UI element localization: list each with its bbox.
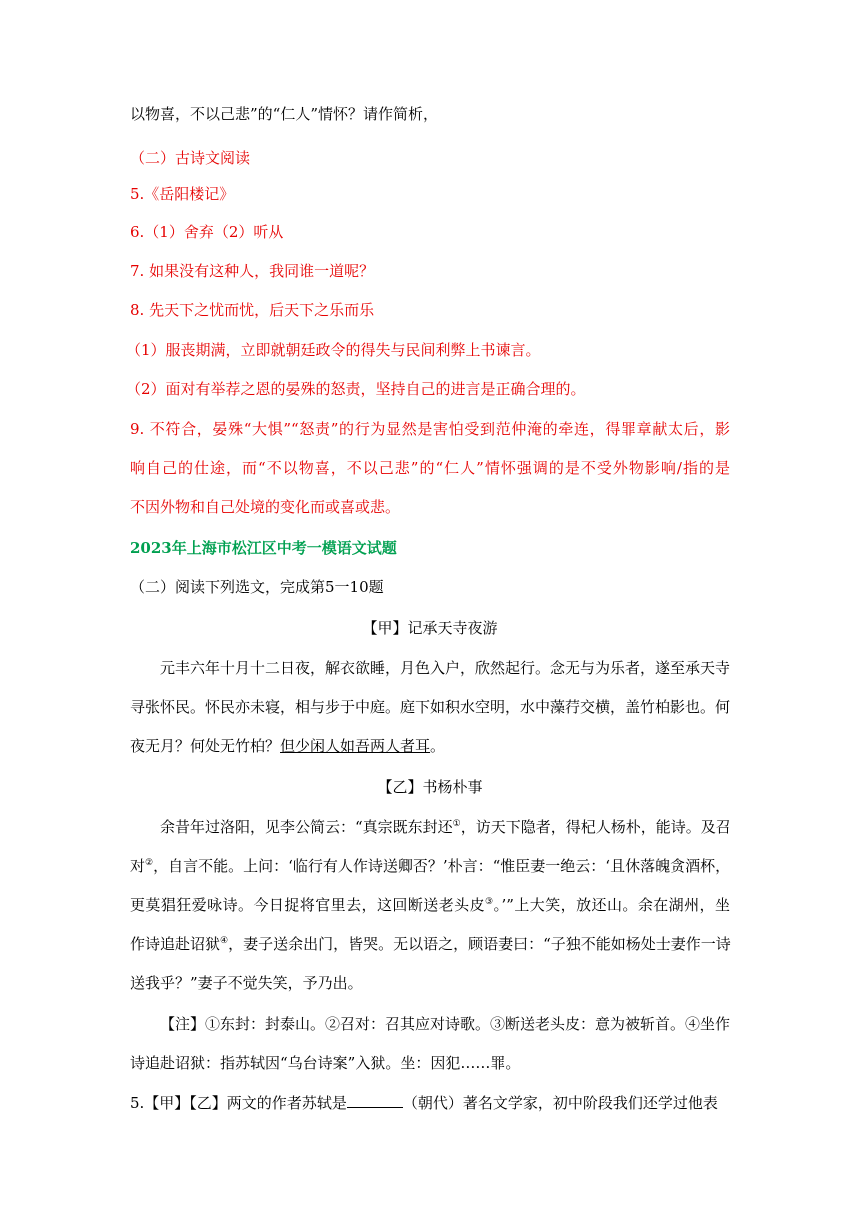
text-a-line2: 寻张怀民。怀民亦未寝，相与步于中庭。庭下如积水空明，水中藻荇交横，盖竹柏影也。何 — [130, 698, 731, 716]
answer-6: 6.（1）舍弃（2）听从 — [130, 223, 284, 241]
footnote-mark-4: ④ — [220, 936, 229, 946]
answer-9-line1: 9. 不符合，晏殊“大惧”“怒责”的行为显然是害怕受到范仲淹的牵连，得罪章献太后，影 — [130, 420, 730, 438]
answer-8-2: （2）面对有举荐之恩的晏殊的怒责，坚持自己的进言是正确合理的。 — [126, 380, 586, 398]
exam-title: 2023年上海市松江区中考一模语文试题 — [130, 539, 397, 557]
reading-instruction: （二）阅读下列选文，完成第5一10题 — [130, 578, 384, 596]
text-b-line1: 余昔年过洛阳，见李公简云：“真宗既东封还①，访天下隐者，得杞人杨朴，能诗。及召 — [160, 818, 731, 836]
text-a-line3: 夜无月？何处无竹柏？但少闲人如吾两人者耳。 — [130, 737, 446, 755]
question-tail: 以物喜，不以己悲”的“仁人”情怀？请作简析， — [130, 105, 439, 123]
answer-5: 5.《岳阳楼记》 — [130, 185, 235, 203]
text-b-line2: 对②，自言不能。上问：‘临行有人作诗送卿否？’朴言：“惟臣妻一绝云：‘且休落魄贪酒杯， — [130, 857, 731, 875]
answer-blank[interactable] — [347, 1093, 403, 1108]
answer-9-line3: 不因外物和自己处境的变化而或喜或悲。 — [130, 498, 401, 516]
answer-section-heading: （二）古诗文阅读 — [130, 149, 251, 167]
answer-8: 8. 先天下之忧而忧，后天下之乐而乐 — [130, 301, 375, 319]
text-b-line4: 作诗追赴诏狱④，妻子送余出门，皆哭。无以语之，顾语妻曰：“子独不能如杨处士妻作一诗 — [130, 935, 731, 953]
text-a-line1: 元丰六年十月十二日夜，解衣欲睡，月色入户，欣然起行。念无与为乐者，遂至承天寺 — [160, 659, 731, 677]
answer-7: 7. 如果没有这种人，我同谁一道呢？ — [130, 262, 375, 280]
question-5: 5.【甲】【乙】两文的作者苏轼是 （朝代）著名文学家，初中阶段我们还学过他表 — [130, 1094, 718, 1112]
text-a-title: 【甲】记承天寺夜游 — [362, 619, 498, 637]
underlined-sentence: 但少闲人如吾两人者耳 — [280, 737, 431, 755]
footnote-mark-2: ② — [145, 858, 154, 868]
notes-line1: 【注】①东封：封泰山。②召对：召其应对诗歌。③断送老头皮：意为被斩首。④坐作 — [160, 1015, 731, 1033]
footnote-mark-3: ③ — [485, 897, 494, 907]
text-b-line5: 送我乎？”妻子不觉失笑，予乃出。 — [130, 974, 363, 992]
answer-9-line2: 响自己的仕途，而“不以物喜，不以己悲”的“仁人”情怀强调的是不受外物影响/指的是 — [130, 459, 730, 477]
text-b-line3: 更莫猖狂爱咏诗。今日捉将官里去，这回断送老头皮③。’”上大笑，放还山。余在湖州，坐 — [130, 896, 730, 914]
text-b-title: 【乙】书杨朴事 — [377, 778, 483, 796]
answer-8-1: （1）服丧期满，立即就朝廷政令的得失与民间利弊上书谏言。 — [126, 341, 541, 359]
footnote-mark-1: ① — [452, 819, 461, 829]
notes-line2: 诗追赴诏狱：指苏轼因“乌台诗案”入狱。坐：因犯……罪。 — [130, 1054, 521, 1072]
